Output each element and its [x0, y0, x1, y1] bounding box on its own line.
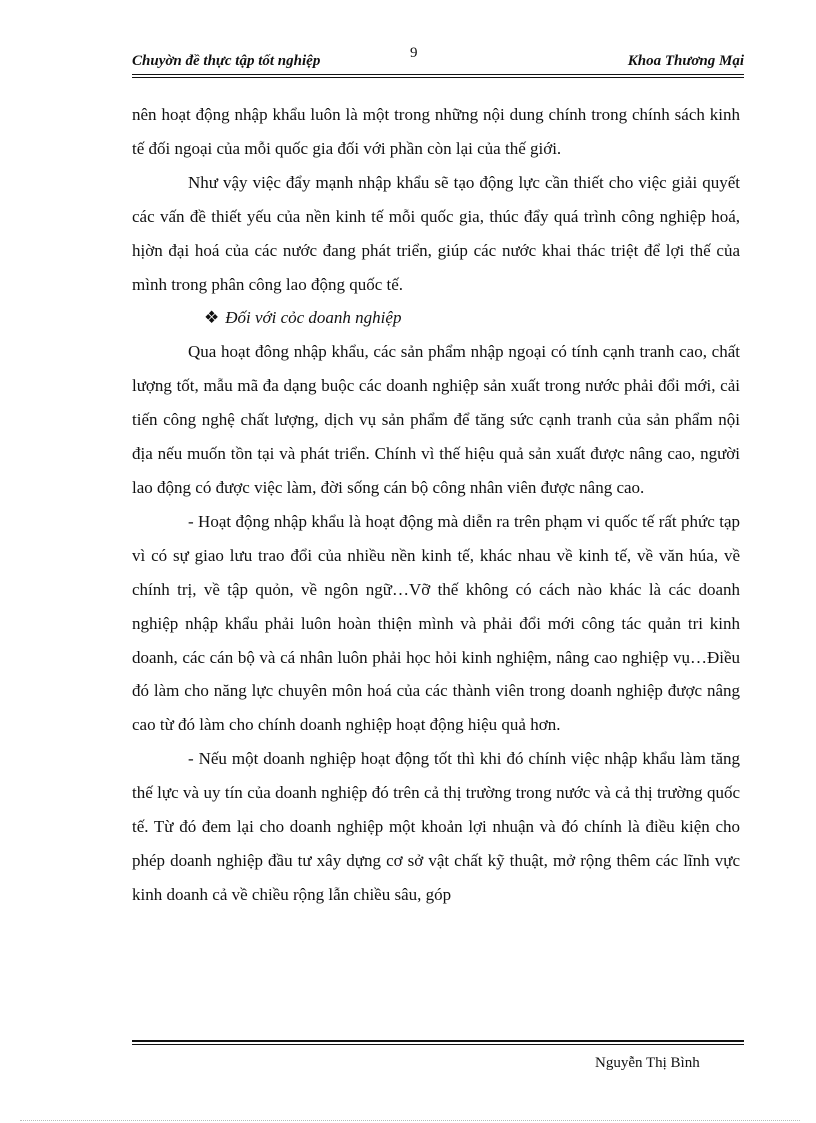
paragraph-continuation: nên hoạt động nhập khẩu luôn là một trong những nội dung chính trong chính sách kinh tế đối ngoại của mỗi quốc gia đối với phần còn lại của thế giới. — [132, 105, 740, 158]
footer-rule-secondary — [132, 1044, 744, 1045]
header-rule-secondary — [132, 77, 744, 78]
footer-rule — [132, 1040, 744, 1042]
document-body — [132, 98, 740, 912]
paragraph: - Nếu một doanh nghiệp hoạt động tốt thì khi đó chính việc nhập khẩu làm tăng thế lực và uy tín của doanh nghiệp đó trên cả thị trường trong nước và cả thị trường quốc tế. Từ đó đem lại cho doanh nghiệp một khoản lợi nhuận và đó chính là điều kiện cho phép doanh nghiệp đầu tư xây dựng cơ sở vật chất kỹ thuật, mở rộng thêm các lĩnh vực kinh doanh cả về chiều rộng lẫn chiều sâu, góp — [132, 749, 740, 904]
footer-author: Nguyễn Thị Bình — [595, 1055, 700, 1071]
page-edge-divider — [20, 1120, 800, 1121]
header-left-title: Chuyờn đề thực tập tốt nghiệp — [132, 53, 321, 69]
section-heading — [132, 301, 740, 335]
paragraph: - Hoạt động nhập khẩu là hoạt động mà diễn ra trên phạm vi quốc tế rất phức tạp vì có sự giao lưu trao đổi của nhiều nền kinh tế, khác nhau về kinh tế, về văn húa, về chính trị, về tập quỏn, về ngôn ngữ…Vỡ thế không có cách nào khác là các doanh nghiệp nhập khẩu phải luôn hoàn thiện mình và phải đổi mới công tác quản tri kinh doanh, các cán bộ và cá nhân luôn phải học hỏi kinh nghiệm, nâng cao nghiệp vụ…Điều đó làm cho năng lực chuyên môn hoá của các thành viên trong doanh nghiệp được nâng cao từ đó làm cho chính doanh nghiệp hoạt động hiệu quả hơn. — [132, 511, 740, 735]
header-rule — [132, 74, 744, 75]
page-header — [132, 45, 744, 76]
diamond-bullet-icon: ❖ — [204, 308, 220, 328]
header-right-title: Khoa Thương Mại — [627, 53, 744, 69]
page-number: 9 — [410, 45, 418, 61]
section-heading-text: Đối với cỏc doanh nghiệp — [225, 308, 402, 328]
paragraph: Như vậy việc đẩy mạnh nhập khẩu sẽ tạo động lực cần thiết cho việc giải quyết các vấn đề thiết yếu của nền kinh tế mỗi quốc gia, thúc đẩy quá trình công nghiệp hoá, hịờn đại hoá của các nước đang phát triển, giúp các nước khai thác triệt để lợi thế của mình trong phân công lao động quốc tế. — [132, 172, 740, 294]
paragraph: Qua hoạt đông nhập khẩu, các sản phẩm nhập ngoại có tính cạnh tranh cao, chất lượng tốt, mẫu mã đa dạng buộc các doanh nghiệp sản xuất trong nước phải đổi mới, cải tiến công nghệ chất lượng, dịch vụ sản phẩm để tăng sức cạnh tranh của sản phẩm nội địa nếu muốn tồn tại và phát triển. Chính vì thế hiệu quả sản xuất được nâng cao, người lao động có được việc làm, đời sống cán bộ công nhân viên được nâng cao. — [132, 342, 740, 497]
